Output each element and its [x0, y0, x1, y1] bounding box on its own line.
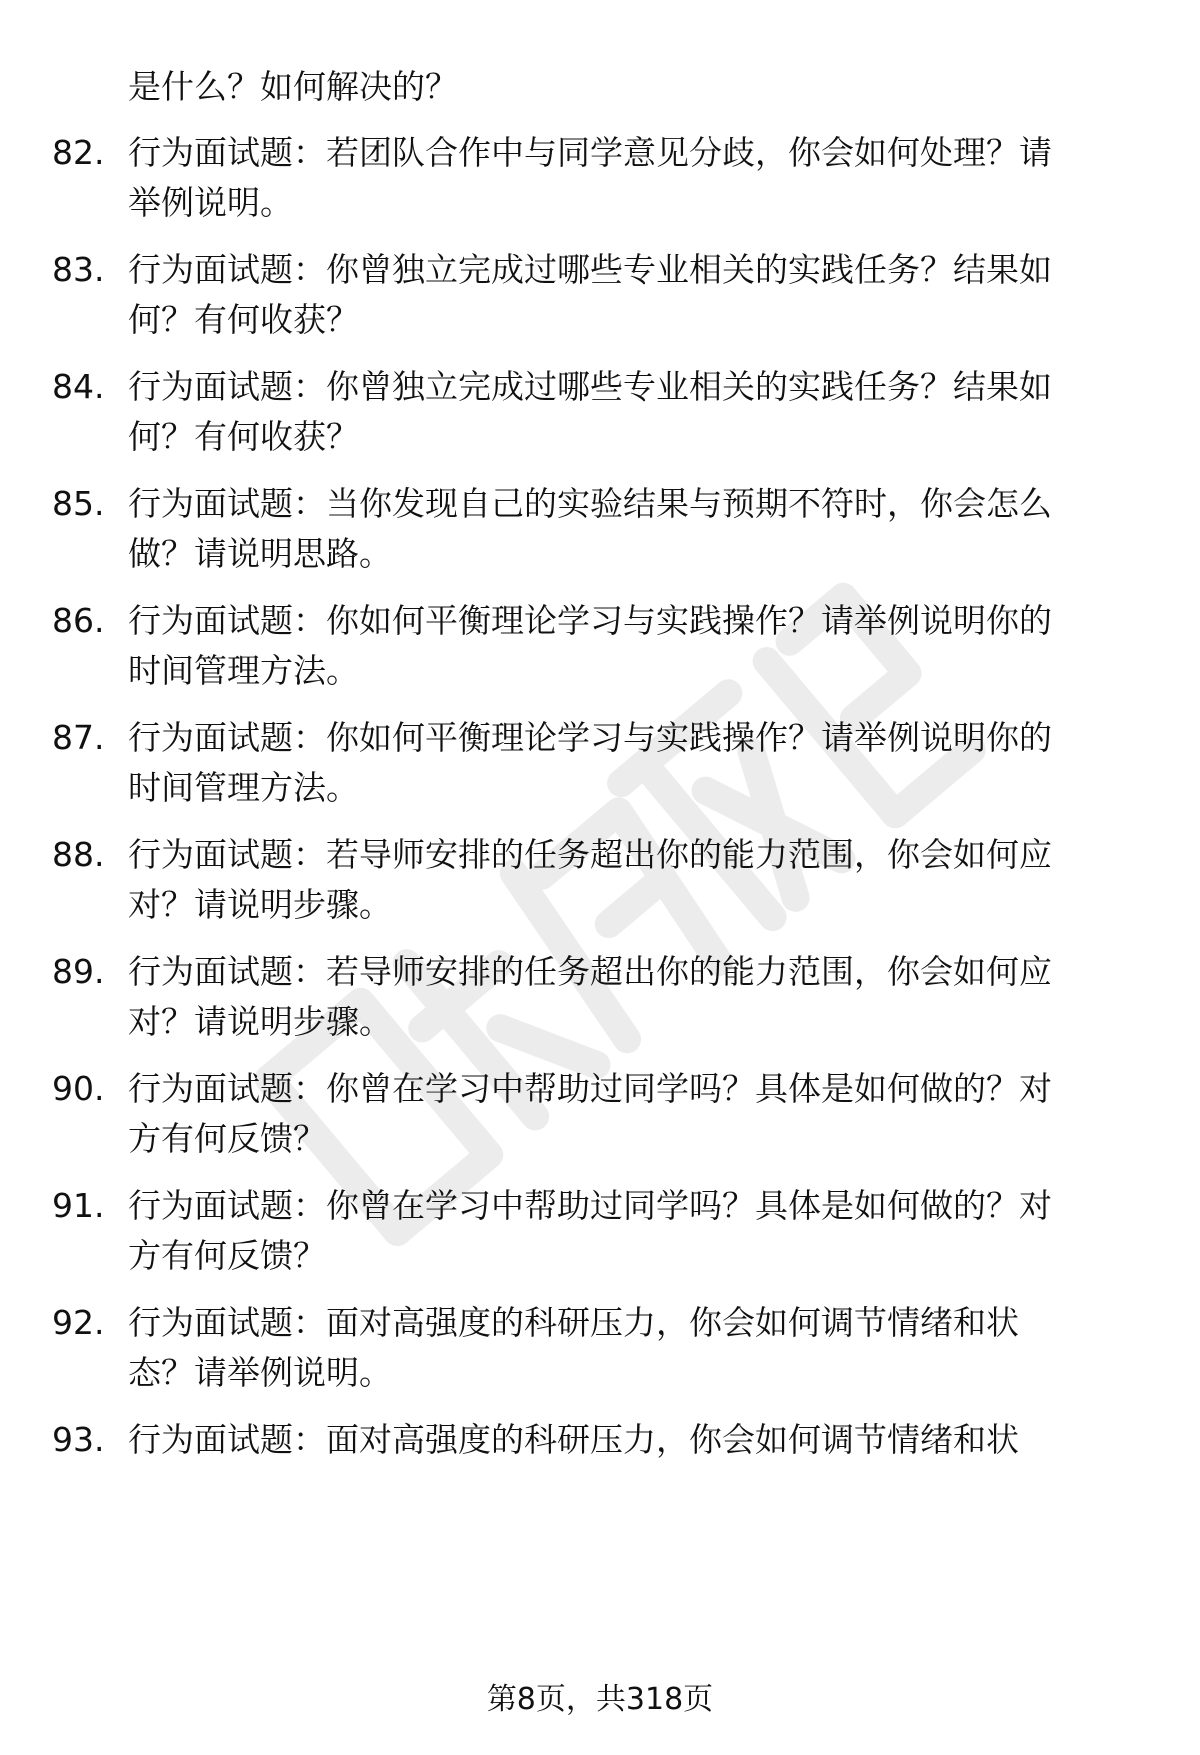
question-number: 82. — [52, 133, 105, 172]
question-text-line: 做？请说明思路。 — [128, 534, 392, 573]
question-text — [128, 713, 1148, 813]
question-text — [128, 479, 1148, 579]
question-text-line: 行为面试题：若导师安排的任务超出你的能力范围，你会如何应 — [128, 835, 1052, 874]
continued-question-text: 是什么？如何解决的？ — [128, 67, 458, 106]
question-number: 91. — [52, 1186, 105, 1225]
question-text-line: 行为面试题：当你发现自己的实验结果与预期不符时，你会怎么 — [128, 484, 1052, 523]
question-text — [128, 1298, 1148, 1398]
question-text-line: 时间管理方法。 — [128, 768, 359, 807]
question-text-line: 方有何反馈？ — [128, 1119, 326, 1158]
question-text-line: 举例说明。 — [128, 183, 293, 222]
question-number: 88. — [52, 835, 105, 874]
question-text-line: 对？请说明步骤。 — [128, 885, 392, 924]
question-text-line: 行为面试题：面对高强度的科研压力，你会如何调节情绪和状 — [128, 1303, 1019, 1342]
question-number: 92. — [52, 1303, 105, 1342]
question-text-line: 何？有何收获？ — [128, 300, 359, 339]
question-text-line: 时间管理方法。 — [128, 651, 359, 690]
question-number: 89. — [52, 952, 105, 991]
question-number: 90. — [52, 1069, 105, 1108]
question-text-line: 行为面试题：你曾独立完成过哪些专业相关的实践任务？结果如 — [128, 250, 1052, 289]
question-text-line: 对？请说明步骤。 — [128, 1002, 392, 1041]
question-number: 86. — [52, 601, 105, 640]
question-text — [128, 1181, 1148, 1281]
question-text-line: 行为面试题：你曾独立完成过哪些专业相关的实践任务？结果如 — [128, 367, 1052, 406]
question-text — [128, 245, 1148, 345]
question-text-line: 行为面试题：面对高强度的科研压力，你会如何调节情绪和状 — [128, 1420, 1019, 1459]
question-number: 84. — [52, 367, 105, 406]
question-text — [128, 947, 1148, 1047]
question-text — [128, 1415, 1148, 1465]
question-text-line: 行为面试题：你曾在学习中帮助过同学吗？具体是如何做的？对 — [128, 1069, 1052, 1108]
question-number: 85. — [52, 484, 105, 523]
question-text — [128, 830, 1148, 930]
question-text-line: 态？请举例说明。 — [128, 1353, 392, 1392]
question-text — [128, 596, 1148, 696]
question-number: 93. — [52, 1420, 105, 1459]
question-text-line: 方有何反馈？ — [128, 1236, 326, 1275]
page-number-footer: 第8页，共318页 — [486, 1682, 714, 1717]
question-text — [128, 128, 1148, 228]
question-number: 83. — [52, 250, 105, 289]
question-text — [128, 362, 1148, 462]
question-number: 87. — [52, 718, 105, 757]
question-text-line: 行为面试题：你如何平衡理论学习与实践操作？请举例说明你的 — [128, 601, 1052, 640]
question-text-line: 行为面试题：你如何平衡理论学习与实践操作？请举例说明你的 — [128, 718, 1052, 757]
question-text-line: 何？有何收获？ — [128, 417, 359, 456]
question-text-line: 行为面试题：你曾在学习中帮助过同学吗？具体是如何做的？对 — [128, 1186, 1052, 1225]
question-text — [128, 1064, 1148, 1164]
question-text-line: 行为面试题：若团队合作中与同学意见分歧，你会如何处理？请 — [128, 133, 1052, 172]
question-text-line: 行为面试题：若导师安排的任务超出你的能力范围，你会如何应 — [128, 952, 1052, 991]
